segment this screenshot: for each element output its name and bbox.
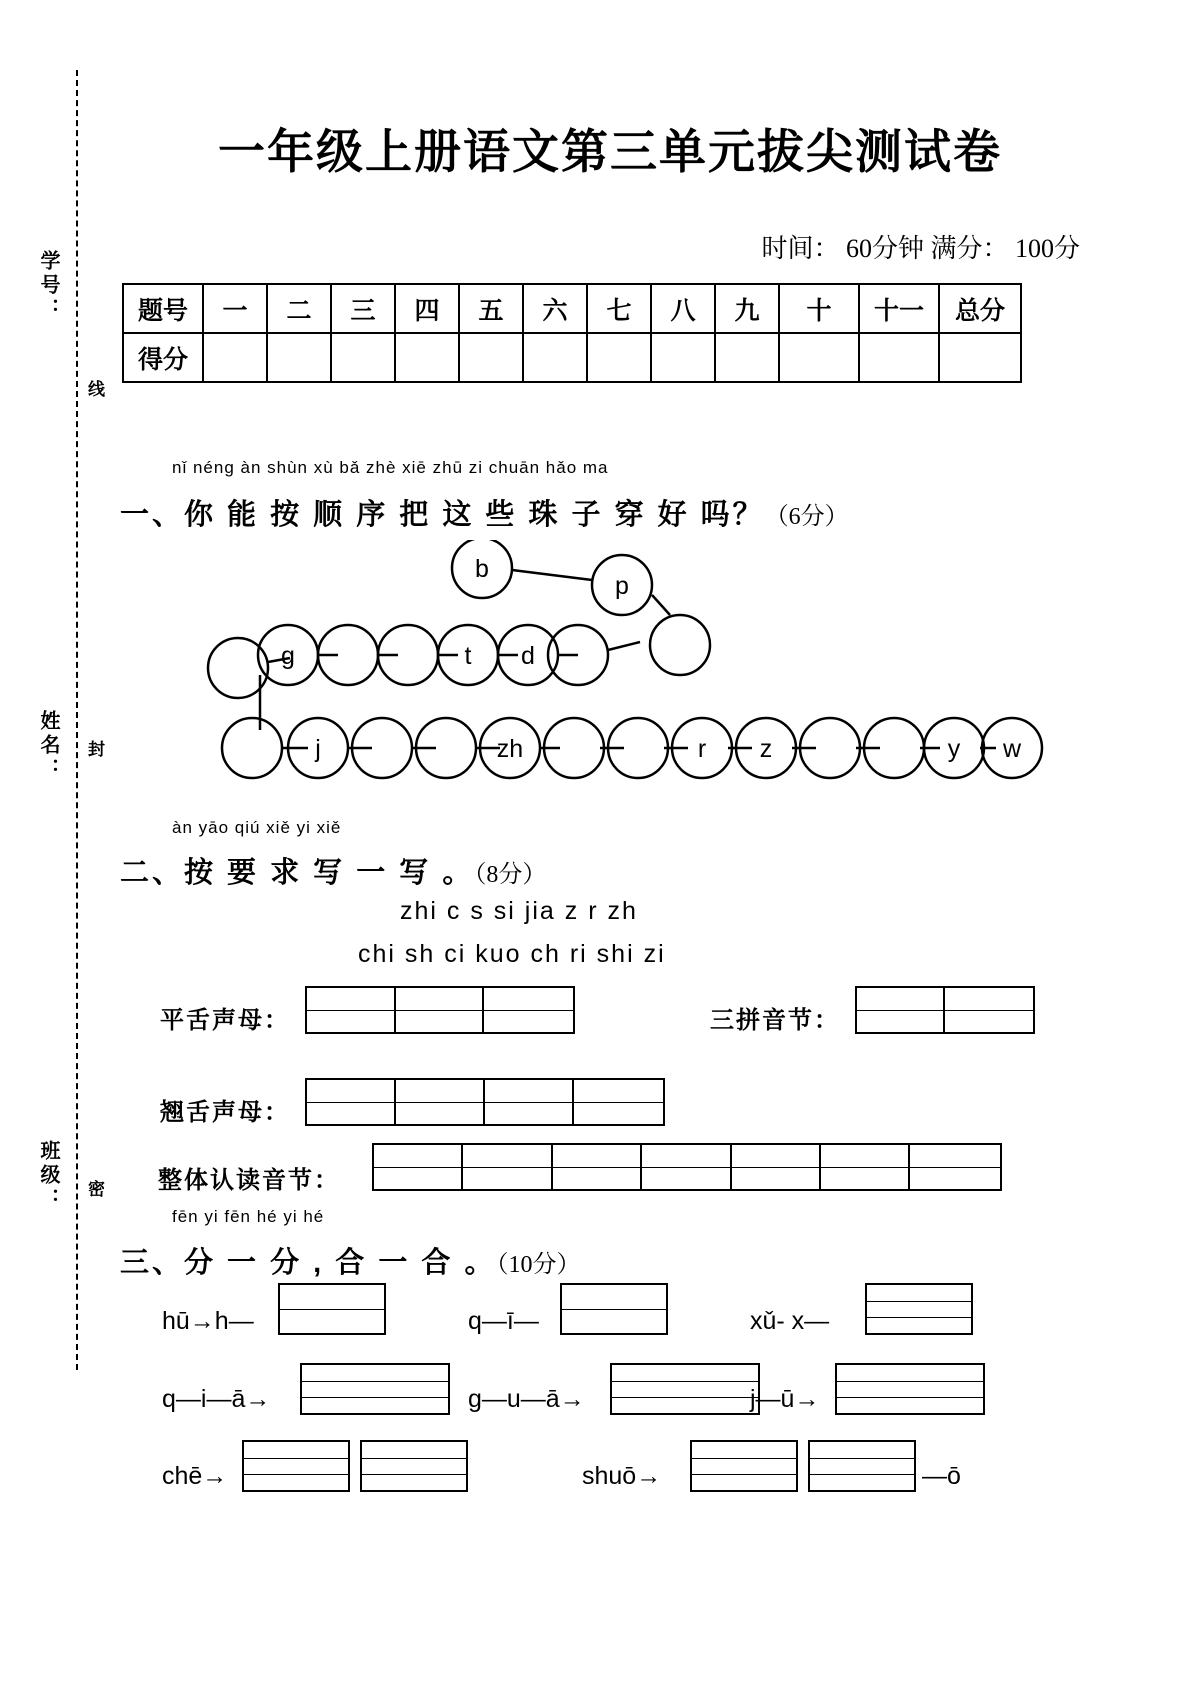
score-table: [122, 283, 1022, 383]
q3-answer-box-4[interactable]: [300, 1363, 450, 1415]
score-col-1: 一: [203, 284, 267, 333]
q3-pinyin: fēn yi fēn hé yi hé: [172, 1207, 325, 1226]
q2-syllables-line1: zhi c s si jia z r zh: [400, 897, 638, 925]
q2-heading-text: 二、按 要 求 写 一 写 。: [120, 857, 475, 889]
seal-label-class: 班级：: [37, 1140, 59, 1212]
q3-answer-box-1[interactable]: [278, 1283, 386, 1335]
score-col-10: 十: [779, 284, 859, 333]
score-cell-total[interactable]: [939, 333, 1021, 382]
score-col-11: 十一: [859, 284, 939, 333]
answer-grid-flat-tongue[interactable]: [305, 986, 575, 1034]
bead-label-r: r: [697, 735, 707, 763]
seal-mark-mi: 密: [85, 1180, 104, 1201]
q3-answer-box-8b[interactable]: [808, 1440, 916, 1492]
q3-answer-box-5[interactable]: [610, 1363, 760, 1415]
bead-label-b: b: [475, 555, 489, 583]
bead-label-j: j: [315, 735, 321, 763]
answer-grid-three-part[interactable]: [855, 986, 1035, 1034]
bead-label-g: g: [281, 642, 295, 670]
seal-dashed-line: [76, 70, 78, 1370]
bead-label-d: d: [521, 642, 535, 670]
q3-answer-box-2[interactable]: [560, 1283, 668, 1335]
score-col-3: 三: [331, 284, 395, 333]
score-cell-4[interactable]: [395, 333, 459, 382]
q3-points: （10分）: [496, 1252, 581, 1278]
score-col-4: 四: [395, 284, 459, 333]
label-flat-tongue: 平舌声母：: [160, 1007, 290, 1034]
score-col-8: 八: [651, 284, 715, 333]
score-col-5: 五: [459, 284, 523, 333]
q3-answer-box-3[interactable]: [865, 1283, 973, 1335]
score-cell-10[interactable]: [779, 333, 859, 382]
score-cell-8[interactable]: [651, 333, 715, 382]
q3-answer-box-7b[interactable]: [360, 1440, 468, 1492]
q2-pinyin: àn yāo qiú xiě yi xiě: [172, 818, 342, 837]
score-col-9: 九: [715, 284, 779, 333]
seal-mark-xian: 线: [85, 380, 104, 401]
table-row-scores: [123, 333, 1021, 382]
q3-answer-box-7a[interactable]: [242, 1440, 350, 1492]
score-col-7: 七: [587, 284, 651, 333]
bead-label-zh: zh: [496, 735, 524, 763]
score-col-6: 六: [523, 284, 587, 333]
q3-item-4-text: q—i—ā→: [162, 1385, 271, 1413]
score-col-2: 二: [267, 284, 331, 333]
q2-points: （8分）: [474, 862, 547, 888]
exam-info: 时间： 60分钟 满分： 100分: [761, 234, 1080, 263]
q3-item-2-text: q—ī—: [468, 1307, 539, 1335]
bead-label-w: w: [1002, 735, 1022, 763]
bead-label-t: t: [464, 642, 472, 670]
q3-item-5-text: g—u—ā→: [468, 1385, 585, 1413]
q3-item-3-text: xǔ- x—: [750, 1307, 830, 1335]
score-col-total: 总分: [939, 284, 1021, 333]
seal-label-name: 姓名：: [37, 710, 59, 782]
q1-points: （6分）: [764, 504, 849, 530]
label-three-part: 三拼音节：: [710, 1007, 840, 1034]
q3-item-9-text: —ō: [922, 1462, 961, 1490]
score-cell-2[interactable]: [267, 333, 331, 382]
beads-diagram: [140, 540, 1070, 830]
q3-answer-box-6[interactable]: [835, 1363, 985, 1415]
score-cell-5[interactable]: [459, 333, 523, 382]
score-cell-7[interactable]: [587, 333, 651, 382]
label-curled-tongue: 翘舌声母：: [160, 1099, 290, 1126]
seal-label-student-id: 学号：: [37, 250, 59, 322]
q3-answer-box-8a[interactable]: [690, 1440, 798, 1492]
answer-grid-curled-tongue[interactable]: [305, 1078, 665, 1126]
answer-grid-whole-syllable[interactable]: [372, 1143, 1002, 1191]
label-whole-syllable: 整体认读音节：: [158, 1167, 340, 1194]
q3-item-8-text: shuō→: [582, 1462, 662, 1490]
page-title: 一年级上册语文第三单元拔尖测试卷: [218, 127, 1002, 179]
seal-mark-feng: 封: [85, 740, 104, 761]
bead-label-z: z: [759, 735, 773, 763]
score-cell-3[interactable]: [331, 333, 395, 382]
exam-paper: [110, 0, 1150, 1684]
seal-margin: [30, 70, 120, 1370]
score-cell-6[interactable]: [523, 333, 587, 382]
score-cell-11[interactable]: [859, 333, 939, 382]
table-row-headers: [123, 284, 1021, 333]
q2-heading: [120, 850, 546, 891]
score-table-row-label-2: 得分: [123, 333, 203, 382]
q3-heading-text: 三、分 一 分 , 合 一 合 。: [120, 1247, 497, 1279]
q3-heading: [120, 1240, 580, 1281]
score-cell-9[interactable]: [715, 333, 779, 382]
q3-item-7-text: chē→: [162, 1462, 228, 1490]
q3-item-6-text: j—ū→: [750, 1385, 820, 1413]
score-table-row-label: 题号: [123, 284, 203, 333]
score-cell-1[interactable]: [203, 333, 267, 382]
bead-label-y: y: [947, 735, 961, 763]
q1-heading: [120, 492, 849, 533]
q3-item-1-text: hū→h—: [162, 1307, 254, 1335]
q1-pinyin: nǐ néng àn shùn xù bǎ zhè xiē zhū zi chuān hǎo ma: [172, 458, 609, 477]
bead-label-p: p: [615, 572, 629, 600]
q2-syllables-line2: chi sh ci kuo ch ri shi zi: [358, 940, 666, 968]
q1-heading-text: 一、你 能 按 顺 序 把 这 些 珠 子 穿 好 吗？: [120, 499, 765, 531]
